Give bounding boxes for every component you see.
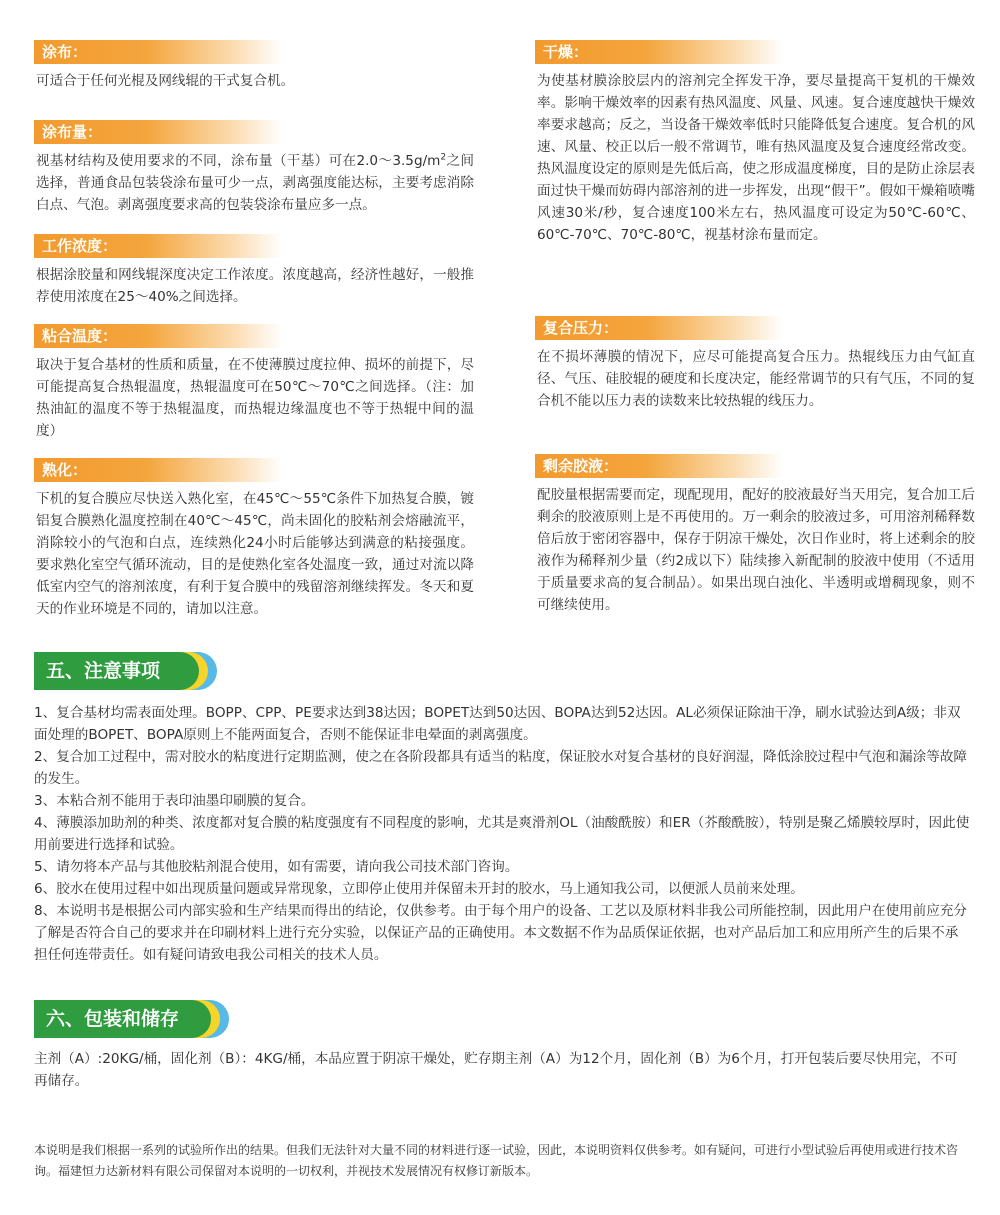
section-drying [535,40,975,316]
note-item: 6、胶水在使用过程中如出现质量问题或异常现象，立即停止使用并保留未开封的胶水，马上通知我公司，以便派人员前来处理。 [34,881,804,897]
section-text-working-concentration: 根据涂胶量和网线辊深度决定工作浓度。浓度越高，经济性越好，一般推荐使用浓度在25～40%之间选择。 [36,267,474,305]
section-label-coating: 涂布： [34,40,282,64]
note-item: 1、复合基材均需表面处理。BOPP、CPP、PE要求达到38达因；BOPET达到50达因、BOPA达到52达因。AL必须保证除油干净，刷水试验达到A级；非双面处理的BOPET、BOPA原则上不能两面复合，否则不能保证非电晕面的剥离强度。 [34,705,961,743]
section-label-curing: 熟化： [34,458,282,482]
right-column [535,40,975,616]
note-item: 3、本粘合剂不能用于表印油墨印刷膜的复合。 [34,793,315,809]
section-coating-amount [34,120,474,234]
section-bonding-temperature [34,324,474,458]
section6-header [34,1000,211,1038]
section-text-remaining-adhesive: 配胶量根据需要而定，现配现用，配好的胶液最好当天用完，复合加工后剩余的胶液原则上是不再使用的。万一剩余的胶液过多，可用溶剂稀释数倍后放于密闭容器中，保存于阴凉干燥处，次日作业时，将上述剩余的胶液作为稀释剂少量（约2成以下）陆续掺入新配制的胶液中使用（不适用于质量要求高的复合制品）。如果出现白浊化、半透明或增稠现象，则不可继续使用。 [537,487,975,613]
section5-title: 五、注意事项 [34,652,199,690]
note-item: 2、复合加工过程中，需对胶水的粘度进行定期监测，使之在各阶段都具有适当的粘度，保证胶水对复合基材的良好润湿，降低涂胶过程中气泡和漏涂等故障的发生。 [34,749,968,787]
section6-text: 主剂（A）:20KG/桶，固化剂（B）：4KG/桶，本品应置于阴凉干燥处，贮存期主剂（A）为12个月，固化剂（B）为6个月，打开包装后要尽快用完，不可再储存。 [34,1051,958,1089]
note-item: 4、薄膜添加助剂的种类、浓度都对复合膜的粘度强度有不同程度的影响，尤其是爽滑剂OL（油酸酰胺）和ER（芥酸酰胺），特别是聚乙烯膜较厚时，因此使用前要进行选择和试验。 [34,815,970,853]
section-label-bonding-temperature: 粘合温度： [34,324,282,348]
section-text-lamination-pressure: 在不损坏薄膜的情况下，应尽可能提高复合压力。热辊线压力由气缸直径、气压、硅胶辊的硬度和长度决定，能经常调节的只有气压，不同的复合机不能以压力表的读数来比较热辊的线压力。 [537,349,975,409]
section-label-lamination-pressure: 复合压力： [535,316,783,340]
section-text-drying: 为使基材膜涂胶层内的溶剂完全挥发干净，要尽量提高干复机的干燥效率。影响干燥效率的因素有热风温度、风量、风速。复合速度越快干燥效率要求越高；反之，当设备干燥效率低时只能降低复合速度。复合机的风速、风量、校正以后一般不常调节，唯有热风温度及复合速度经常改变。热风温度设定的原则是先低后高，使之形成温度梯度，目的是防止涂层表面过快干燥而妨碍内部溶剂的进一步挥发，出现“假干”。假如干燥箱喷嘴风速30米/秒，复合速度100米左右，热风温度可设定为50℃-60℃、60℃-70℃、70℃-80℃，视基材涂布量而定。 [537,73,975,243]
section5-header [34,652,199,690]
section-curing [34,458,474,620]
note-item: 5、请勿将本产品与其他胶粘剂混合使用，如有需要，请向我公司技术部门咨询。 [34,859,519,875]
left-column [34,40,474,620]
section-text-coating-amount: 视基材结构及使用要求的不同，涂布量（干基）可在$2.0\sim 3.5g/m^2$之间选择，普通食品包装袋涂布量可少一点，剥离强度能达标，主要考虑消除白点、气泡。剥离强度要求高的包装袋涂布量应多一点。 [36,152,475,213]
section-lamination-pressure [535,316,975,454]
section-remaining-adhesive [535,454,975,616]
note-item: 8、本说明书是根据公司内部实验和生产结果而得出的结论，仅供参考。由于每个用户的设备、工艺以及原材料非我公司所能控制，因此用户在使用前应充分了解是否符合自己的要求并在印刷材料上进行充分实验，以保证产品的正确使用。本文数据不作为品质保证依据，也对产品后加工和应用所产生的后果不承担任何连带责任。如有疑问请致电我公司相关的技术人员。 [34,903,968,963]
section5-notes [34,702,970,966]
section-text-curing: 下机的复合膜应尽快送入熟化室，在45℃～55℃条件下加热复合膜，镀铝复合膜熟化温度控制在40℃～45℃，尚未固化的胶粘剂会熔融流平，消除较小的气泡和白点，连续熟化24小时后能够达到满意的粘接强度。要求熟化室空气循环流动，目的是使熟化室各处温度一致，通过对流以降低室内空气的溶剂浓度，有利于复合膜中的残留溶剂继续挥发。冬天和夏天的作业环境是不同的，请加以注意。 [36,491,474,617]
section6-title: 六、包装和储存 [34,1000,211,1038]
section-text-coating: 可适合于任何光棍及网线辊的干式复合机。 [36,73,295,89]
section-coating [34,40,474,120]
section-label-coating-amount: 涂布量： [34,120,282,144]
section-working-concentration [34,234,474,324]
footer-disclaimer: 本说明是我们根据一系列的试验所作出的结果。但我们无法针对大量不同的材料进行逐一试验，因此，本说明资料仅供参考。如有疑问，可进行小型试验后再使用或进行技术咨询。福建恒力达新材料有限公司保留对本说明的一切权利，并视技术发展情况有权修订新版本。 [34,1143,959,1178]
section-label-working-concentration: 工作浓度： [34,234,282,258]
section-label-remaining-adhesive: 剩余胶液： [535,454,783,478]
section-text-bonding-temperature: 取决于复合基材的性质和质量，在不使薄膜过度拉伸、损坏的前提下，尽可能提高复合热辊温度，热辊温度可在50℃～70℃之间选择。（注：加热油缸的温度不等于热辊温度，而热辊边缘温度也不等于热辊中间的温度） [36,357,474,439]
section-label-drying: 干燥： [535,40,783,64]
